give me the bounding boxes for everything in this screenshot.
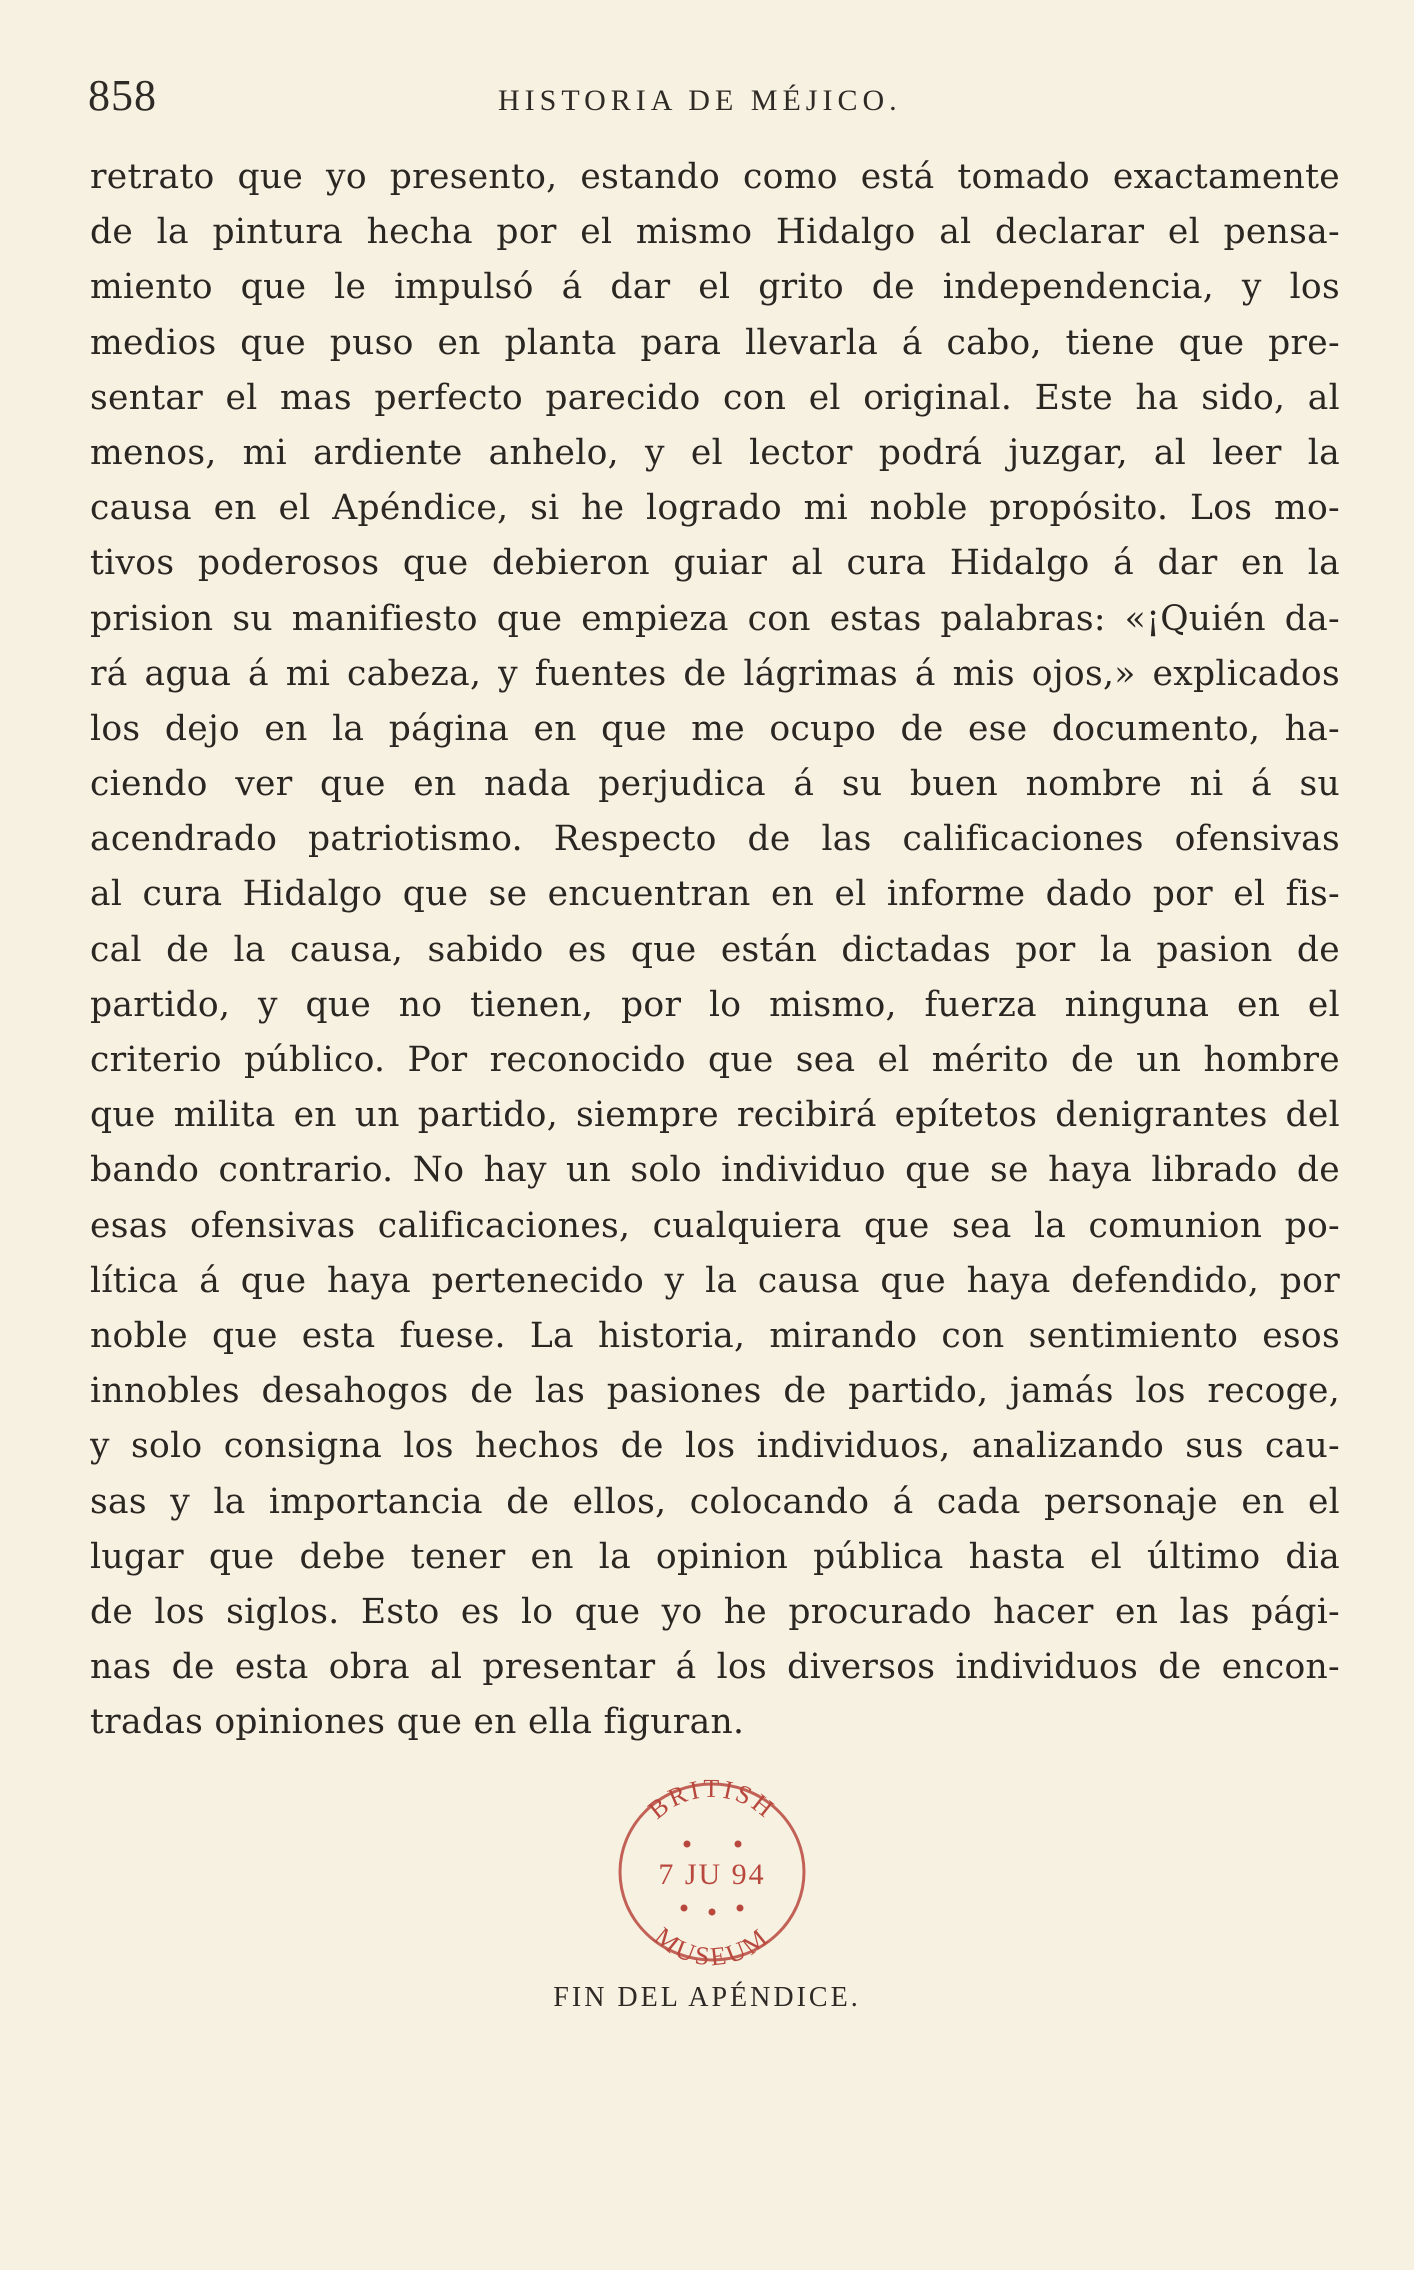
text-line: rá agua á mi cabeza, y fuentes de lágrimas á mis ojos,» explicados (90, 653, 1340, 694)
text-line: al cura Hidalgo que se encuentran en el informe dado por el fis- (90, 874, 1340, 915)
text-line: retrato que yo presento, estando como está tomado exactamente (90, 157, 1340, 197)
end-of-appendix: FIN DEL APÉNDICE. (553, 1982, 861, 2013)
text-line: esas ofensivas calificaciones, cualquiera que sea la comunion po- (90, 1205, 1340, 1246)
running-title: HISTORIA DE MÉJICO. (498, 84, 902, 117)
text-line: de la pintura hecha por el mismo Hidalgo al declarar el pensa- (90, 212, 1340, 253)
body-text (90, 150, 1340, 1750)
text-line: menos, mi ardiente anhelo, y el lector podrá juzgar, al leer la (90, 432, 1340, 473)
text-line: causa en el Apéndice, si he logrado mi noble propósito. Los mo- (90, 488, 1340, 529)
text-line: nas de esta obra al presentar á los diversos individuos de encon- (90, 1647, 1340, 1688)
text-line: bando contrario. No hay un solo individuo que se haya librado de (90, 1150, 1340, 1191)
text-line: que milita en un partido, siempre recibirá epítetos denigrantes del (90, 1095, 1340, 1136)
text-line: cal de la causa, sabido es que están dictadas por la pasion de (90, 929, 1340, 970)
text-line: sas y la importancia de ellos, colocando á cada personaje en el (90, 1481, 1340, 1522)
text-line: miento que le impulsó á dar el grito de independencia, y los (90, 267, 1340, 308)
text-line: sentar el mas perfecto parecido con el original. Este ha sido, al (90, 377, 1340, 418)
text-line: los dejo en la página en que me ocupo de ese documento, ha- (90, 708, 1340, 749)
text-line: noble que esta fuese. La historia, mirando con sentimiento esos (90, 1315, 1340, 1356)
text-line: de los siglos. Esto es lo que yo he procurado hacer en las pági- (90, 1591, 1340, 1632)
text-line: prision su manifiesto que empieza con estas palabras: «¡Quién da- (90, 598, 1340, 639)
text-line: tradas opiniones que en ella figuran. (90, 1702, 745, 1743)
text-line: acendrado patriotismo. Respecto de las calificaciones ofensivas (90, 819, 1340, 860)
page-header (88, 70, 1338, 130)
text-line: lítica á que haya pertenecido y la causa que haya defendido, por (90, 1260, 1340, 1301)
text-line: y solo consigna los hechos de los individuos, analizando sus cau- (90, 1426, 1340, 1467)
text-line: tivos poderosos que debieron guiar al cura Hidalgo á dar en la (90, 543, 1340, 584)
text-line: lugar que debe tener en la opinion pública hasta el último dia (90, 1536, 1340, 1577)
stamp-date: 7 JU 94 (658, 1858, 766, 1891)
text-line: ciendo ver que en nada perjudica á su buen nombre ni á su (90, 764, 1340, 805)
library-stamp (592, 1762, 832, 1982)
page-number: 858 (88, 71, 157, 120)
text-line: criterio público. Por reconocido que sea el mérito de un hombre (90, 1040, 1340, 1080)
text-line: innobles desahogos de las pasiones de partido, jamás los recoge, (90, 1371, 1340, 1412)
text-line: partido, y que no tienen, por lo mismo, fuerza ninguna en el (90, 984, 1340, 1025)
stamp-top-text: BRITISH (642, 1773, 782, 1825)
stamp-bottom-text: MUSEUM (648, 1921, 776, 1972)
text-line: medios que puso en planta para llevarla á cabo, tiene que pre- (90, 322, 1340, 363)
